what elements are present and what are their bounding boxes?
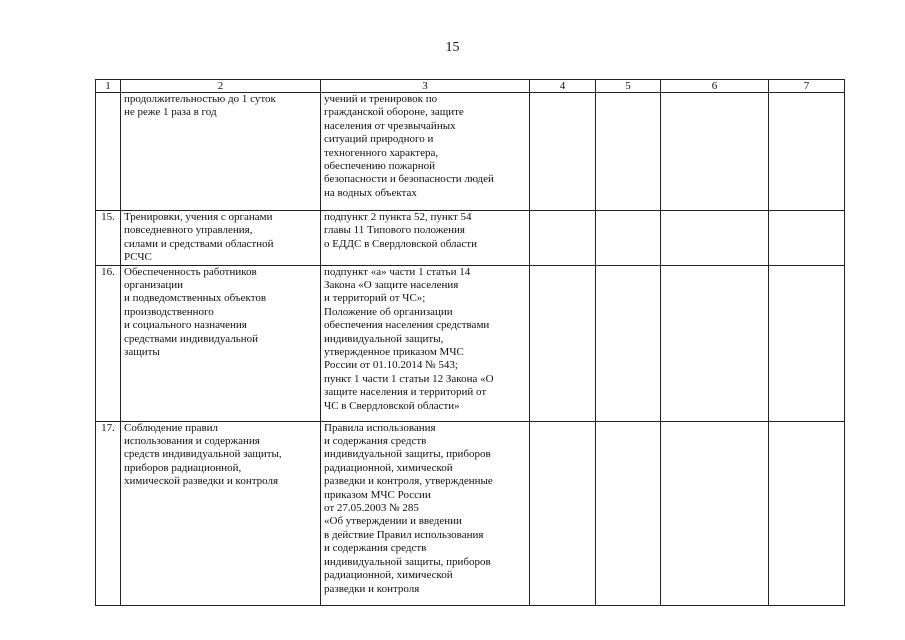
table-row — [96, 421, 845, 605]
table-row — [96, 211, 845, 266]
column-header-7: 7 — [769, 80, 845, 93]
requirement-cell: продолжительностью до 1 суток не реже 1 раза в год — [121, 93, 321, 211]
column-header-4: 4 — [530, 80, 596, 93]
empty-cell-col4 — [530, 93, 596, 211]
empty-cell-col5 — [596, 421, 661, 605]
empty-cell-col7 — [769, 211, 845, 266]
legal-basis-cell: учений и тренировок по гражданской обороне, защите населения от чрезвычайных ситуаций природного и техногенного характера, обеспечению пожарной безопасности и безопасности людей на водных объектах — [321, 93, 530, 211]
legal-basis-cell: подпункт «а» части 1 статьи 14 Закона «О защите населения и территорий от ЧС»; Положение об организации обеспечения населения средствами индивидуальной защиты, утвержденное приказом МЧС России от 01.10.2014 № 543; пункт 1 части 1 статьи 12 Закона «О защите населения и территорий от ЧС в Свердловской области» — [321, 265, 530, 421]
requirement-cell: Обеспеченность работников организации и подведомственных объектов производственного и социального назначения средствами индивидуальной защиты — [121, 265, 321, 421]
row-number — [96, 93, 121, 211]
row-number: 17. — [96, 421, 121, 605]
empty-cell-col5 — [596, 93, 661, 211]
requirement-cell: Тренировки, учения с органами повседневного управления, силами и средствами областной РСЧС — [121, 211, 321, 266]
table-row — [96, 93, 845, 211]
empty-cell-col5 — [596, 211, 661, 266]
empty-cell-col4 — [530, 421, 596, 605]
column-header-3: 3 — [321, 80, 530, 93]
column-header-1: 1 — [96, 80, 121, 93]
row-number: 15. — [96, 211, 121, 266]
legal-basis-cell: подпункт 2 пункта 52, пункт 54 главы 11 Типового положения о ЕДДС в Свердловской области — [321, 211, 530, 266]
row-number: 16. — [96, 265, 121, 421]
requirement-cell: Соблюдение правил использования и содержания средств индивидуальной защиты, приборов радиационной, химической разведки и контроля — [121, 421, 321, 605]
column-header-2: 2 — [121, 80, 321, 93]
empty-cell-col6 — [661, 265, 769, 421]
column-header-6: 6 — [661, 80, 769, 93]
empty-cell-col7 — [769, 421, 845, 605]
header-row — [96, 80, 845, 93]
empty-cell-col6 — [661, 211, 769, 266]
empty-cell-col6 — [661, 93, 769, 211]
column-header-5: 5 — [596, 80, 661, 93]
checklist-table — [95, 79, 845, 606]
empty-cell-col7 — [769, 265, 845, 421]
empty-cell-col4 — [530, 211, 596, 266]
legal-basis-cell: Правила использования и содержания средств индивидуальной защиты, приборов радиационной, химической разведки и контроля, утвержденные приказом МЧС России от 27.05.2003 № 285 «Об утверждении и введении в действие Правил использования и содержания средств индивидуальной защиты, приборов радиационной, химической разведки и контроля — [321, 421, 530, 605]
empty-cell-col6 — [661, 421, 769, 605]
page-number: 15 — [445, 40, 460, 55]
empty-cell-col4 — [530, 265, 596, 421]
table-row — [96, 265, 845, 421]
empty-cell-col5 — [596, 265, 661, 421]
empty-cell-col7 — [769, 93, 845, 211]
